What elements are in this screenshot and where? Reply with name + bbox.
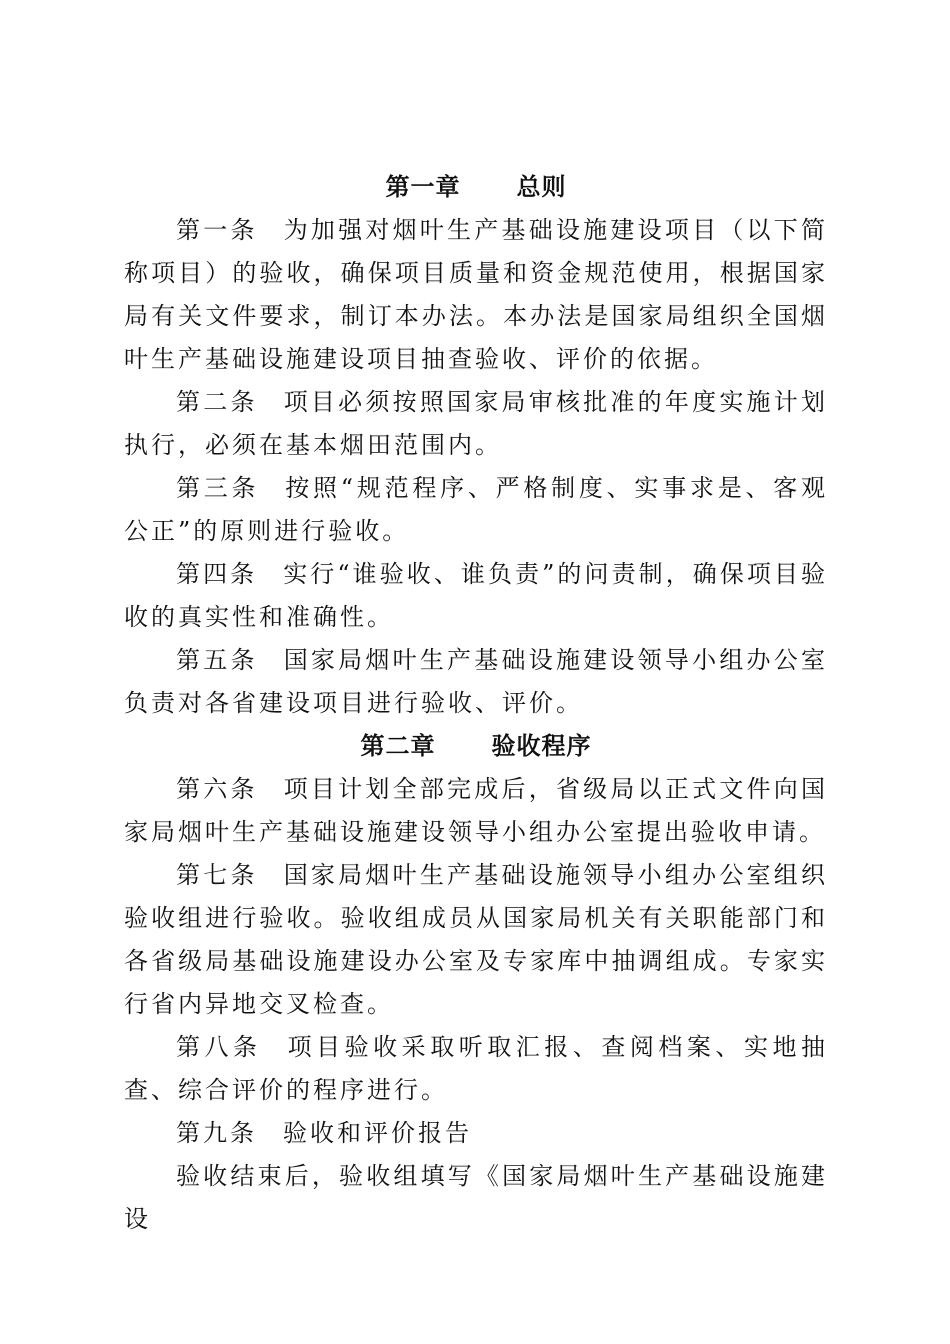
article-paragraph [124, 639, 828, 725]
chapter-title: 验收程序 [491, 732, 592, 760]
article-paragraph [124, 467, 828, 553]
article-text: 实行“谁验收、谁负责”的问责制，确保项目验收的真实性和准确性。 [124, 560, 829, 631]
article-text: 国家局烟叶生产基础设施领导小组办公室组织验收组进行验收。验收组成员从国家局机关有关职能部门和各省级局基础设施建设办公室及专家库中抽调组成。专家实行省内异地交叉检查。 [124, 861, 829, 1018]
article-number: 第八条 [176, 1033, 262, 1061]
article-paragraph [124, 209, 828, 381]
article-text: 国家局烟叶生产基础设施建设领导小组办公室负责对各省建设项目进行验收、评价。 [124, 646, 829, 717]
article-number: 第六条 [176, 775, 258, 803]
article-number: 第四条 [176, 560, 258, 588]
chapter-heading-1 [124, 166, 828, 209]
article-number: 第五条 [176, 646, 258, 674]
article-paragraph [124, 854, 828, 1026]
article-text: 为加强对烟叶生产基础设施建设项目（以下简称项目）的验收，确保项目质量和资金规范使用，根据国家局有关文件要求，制订本办法。本办法是国家局组织全国烟叶生产基础设施建设项目抽查验收、评价的依据。 [124, 216, 829, 373]
article-text: 项目计划全部完成后，省级局以正式文件向国家局烟叶生产基础设施建设领导小组办公室提出验收申请。 [124, 775, 829, 846]
article-number: 第二条 [176, 388, 258, 416]
article-text: 项目必须按照国家局审核批准的年度实施计划执行，必须在基本烟田范围内。 [124, 388, 829, 459]
article-number: 第三条 [176, 474, 260, 502]
article-paragraph [124, 768, 828, 854]
article-number: 第七条 [176, 861, 258, 889]
continuation-paragraph [124, 1155, 828, 1241]
paragraph-text: 验收结束后，验收组填写《国家局烟叶生产基础设施建设 [124, 1162, 828, 1233]
chapter-heading-2 [124, 725, 828, 768]
chapter-title: 总则 [516, 173, 567, 201]
article-paragraph [124, 1026, 828, 1112]
article-number: 第一条 [176, 216, 258, 244]
article-number: 第九条 [176, 1119, 257, 1147]
article-paragraph [124, 553, 828, 639]
article-paragraph [124, 381, 828, 467]
article-text: 项目验收采取听取汇报、查阅档案、实地抽查、综合评价的程序进行。 [124, 1033, 829, 1104]
article-paragraph [124, 1112, 828, 1155]
chapter-number: 第一章 [385, 173, 461, 201]
chapter-number: 第二章 [360, 732, 436, 760]
article-text: 验收和评价报告 [283, 1119, 472, 1147]
document-page [124, 166, 828, 1241]
article-text: 按照“规范程序、严格制度、实事求是、客观公正”的原则进行验收。 [124, 474, 828, 545]
